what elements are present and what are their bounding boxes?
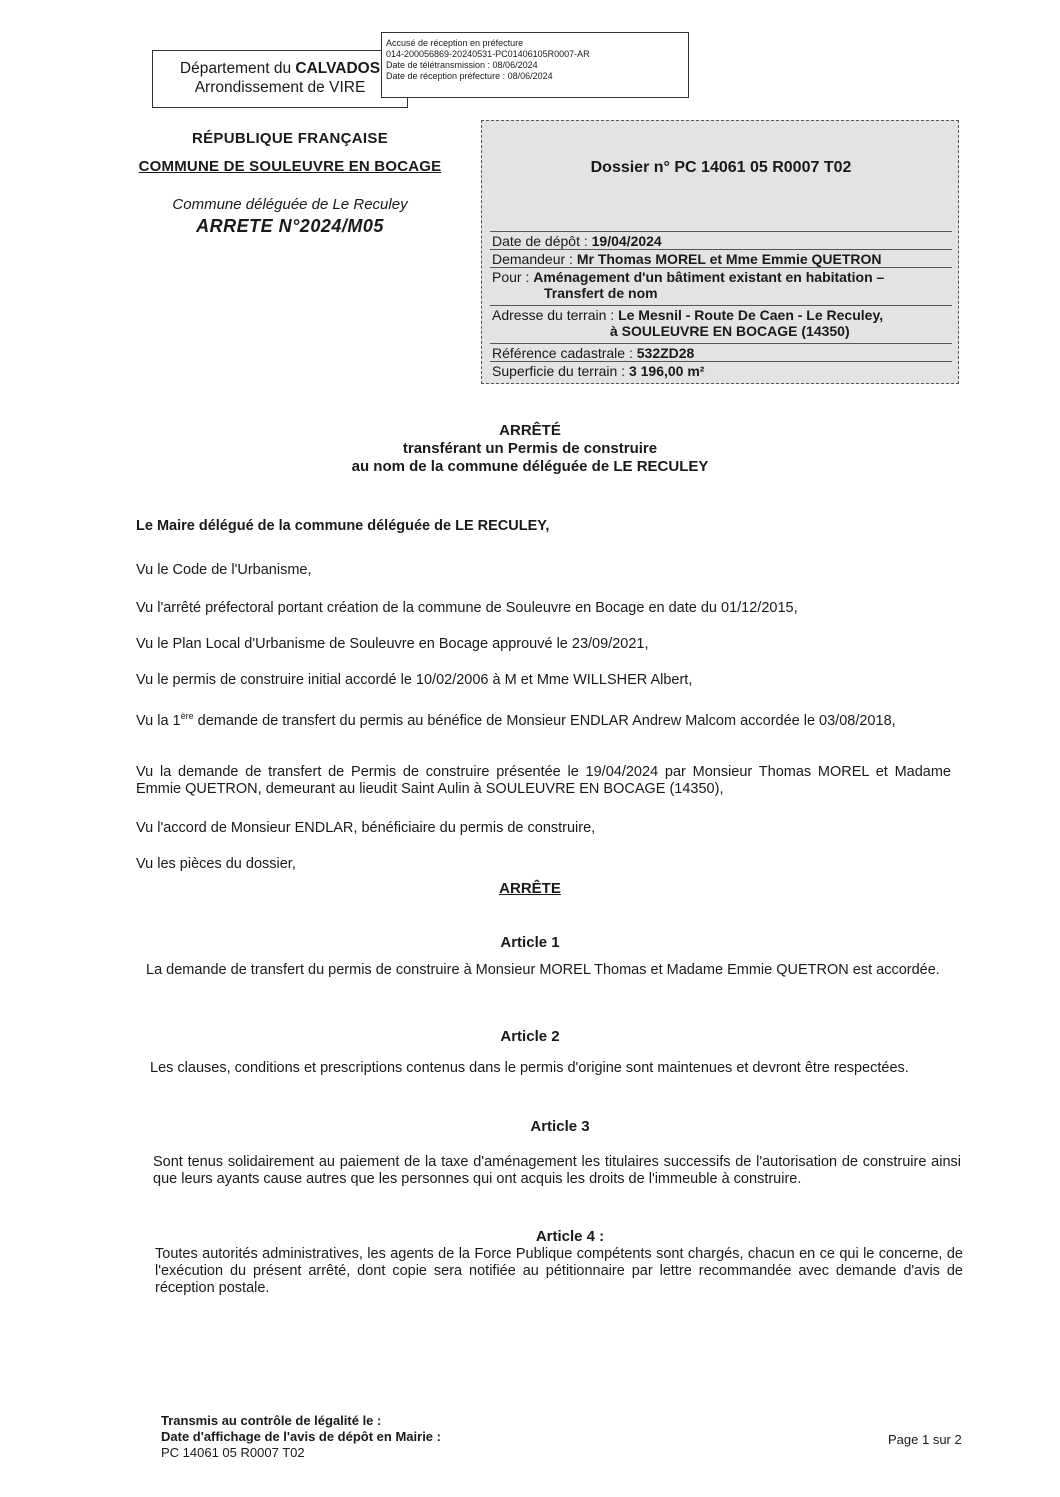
dossier-date-row [490, 231, 952, 249]
vu-premier-transfert [136, 708, 951, 730]
commune-heading: COMMUNE DE SOULEUVRE EN BOCAGE [138, 158, 442, 175]
department-box [152, 50, 408, 108]
article-1-title: Article 1 [500, 934, 560, 951]
date-value: 19/04/2024 [591, 233, 662, 249]
vu-permis-initial: Vu le permis de construire initial accordé le 10/02/2006 à M et Mme WILLSHER Albert, [136, 672, 693, 688]
superficie-value: 3 196,00 m² [628, 363, 705, 379]
commune-deleguee: Commune déléguée de Le Reculey [172, 196, 408, 213]
vu5-start: Vu la 1 [136, 712, 181, 729]
footer [161, 1413, 441, 1461]
document-subtitle-2: au nom de la commune déléguée de LE RECULEY [351, 458, 709, 475]
article-1-text: La demande de transfert du permis de construire à Monsieur MOREL Thomas et Madame Emmie QUETRON est accordée. [146, 962, 940, 978]
page-number: Page 1 sur 2 [888, 1432, 962, 1447]
article-4-text: Toutes autorités administratives, les agents de la Force Publique compétents sont chargés, chacun en ce qui le concerne, de l'exécution du présent arrêté, dont copie sera notifiée au pétitionnaire par lettre recommandée avec demande d'avis de réception postale. [155, 1246, 963, 1296]
vu-code: Vu le Code de l'Urbanisme, [136, 562, 312, 578]
dossier-demandeur-row [490, 249, 952, 267]
department-label: Département du [179, 60, 296, 77]
dossier-superficie-row [490, 361, 952, 379]
dossier-box [481, 120, 959, 384]
stamp-line: 014-200056869-20240531-PC01406105R0007-AR [386, 49, 590, 59]
ref-value: 532ZD28 [636, 345, 695, 361]
vu5-sup: ère [180, 711, 194, 721]
vu-pieces: Vu les pièces du dossier, [136, 856, 296, 872]
vu-plu: Vu le Plan Local d'Urbanisme de Souleuvre en Bocage approuvé le 23/09/2021, [136, 636, 649, 652]
document-subtitle: transférant un Permis de construire [402, 440, 658, 457]
dossier-pour-row [490, 267, 952, 301]
arrete-number: ARRETE N°2024/M05 [196, 216, 384, 236]
article-4-title: Article 4 : [535, 1228, 605, 1245]
date-label: Date de dépôt : [492, 233, 592, 249]
footer-affichage: Date d'affichage de l'avis de dépôt en Mairie : [161, 1429, 441, 1444]
dossier-title: Dossier n° PC 14061 05 R0007 T02 [590, 159, 852, 176]
superficie-label: Superficie du terrain : [492, 363, 629, 379]
dossier-ref-row [490, 343, 952, 361]
stamp-line: Accusé de réception en préfecture [386, 38, 524, 48]
pour-value-2: Transfert de nom [544, 285, 658, 301]
article-3-text: Sont tenus solidairement au paiement de la taxe d'aménagement les titulaires successifs de l'autorisation de construire ainsi que leurs ayants cause autres que les personnes qui ont acquis les droits de l'immeuble à construire. [153, 1154, 961, 1187]
pour-value: Aménagement d'un bâtiment existant en habitation – [533, 269, 885, 285]
vu-accord: Vu l'accord de Monsieur ENDLAR, bénéficiaire du permis de construire, [136, 820, 596, 836]
demandeur-label: Demandeur : [492, 251, 577, 267]
article-3-title: Article 3 [530, 1118, 590, 1135]
maire-line: Le Maire délégué de la commune déléguée de LE RECULEY, [136, 518, 550, 534]
article-2-text: Les clauses, conditions et prescriptions contenus dans le permis d'origine sont maintenues et devront être respectées. [150, 1060, 909, 1076]
stamp-line: Date de télétransmission : 08/06/2024 [386, 60, 538, 70]
footer-transmis: Transmis au contrôle de légalité le : [161, 1413, 382, 1428]
adresse-label: Adresse du terrain : [492, 307, 619, 323]
vu5-end: demande de transfert du permis au bénéfice de Monsieur ENDLAR Andrew Malcom accordée le 03/08/2018, [193, 712, 896, 729]
pour-label: Pour : [492, 269, 534, 285]
arrondissement: Arrondissement de VIRE [194, 79, 366, 96]
vu-demande-transfert: Vu la demande de transfert de Permis de construire présentée le 19/04/2024 par Monsieur Thomas MOREL et Madame Emmie QUETRON, demeurant au lieudit Saint Aulin à SOULEUVRE EN BOCAGE (14350), [136, 764, 951, 797]
article-2-title: Article 2 [500, 1028, 560, 1045]
demandeur-value: Mr Thomas MOREL et Mme Emmie QUETRON [576, 251, 882, 267]
dossier-adresse-row [490, 305, 952, 339]
ref-label: Référence cadastrale : [492, 345, 637, 361]
arrete-heading: ARRÊTE [499, 880, 561, 897]
republique-heading: RÉPUBLIQUE FRANÇAISE [191, 130, 388, 147]
stamp-line: Date de réception préfecture : 08/06/2024 [386, 71, 553, 81]
adresse-value: Le Mesnil - Route De Caen - Le Reculey, [618, 307, 884, 323]
adresse-value-2: à SOULEUVRE EN BOCAGE (14350) [610, 323, 850, 339]
department-name: CALVADOS [295, 60, 381, 77]
vu-arrete-prefectoral: Vu l'arrêté préfectoral portant création de la commune de Souleuvre en Bocage en date du 01/12/2015, [136, 600, 798, 616]
document-title: ARRÊTÉ [499, 422, 561, 439]
footer-reference: PC 14061 05 R0007 T02 [161, 1445, 305, 1460]
prefecture-stamp [381, 32, 689, 98]
